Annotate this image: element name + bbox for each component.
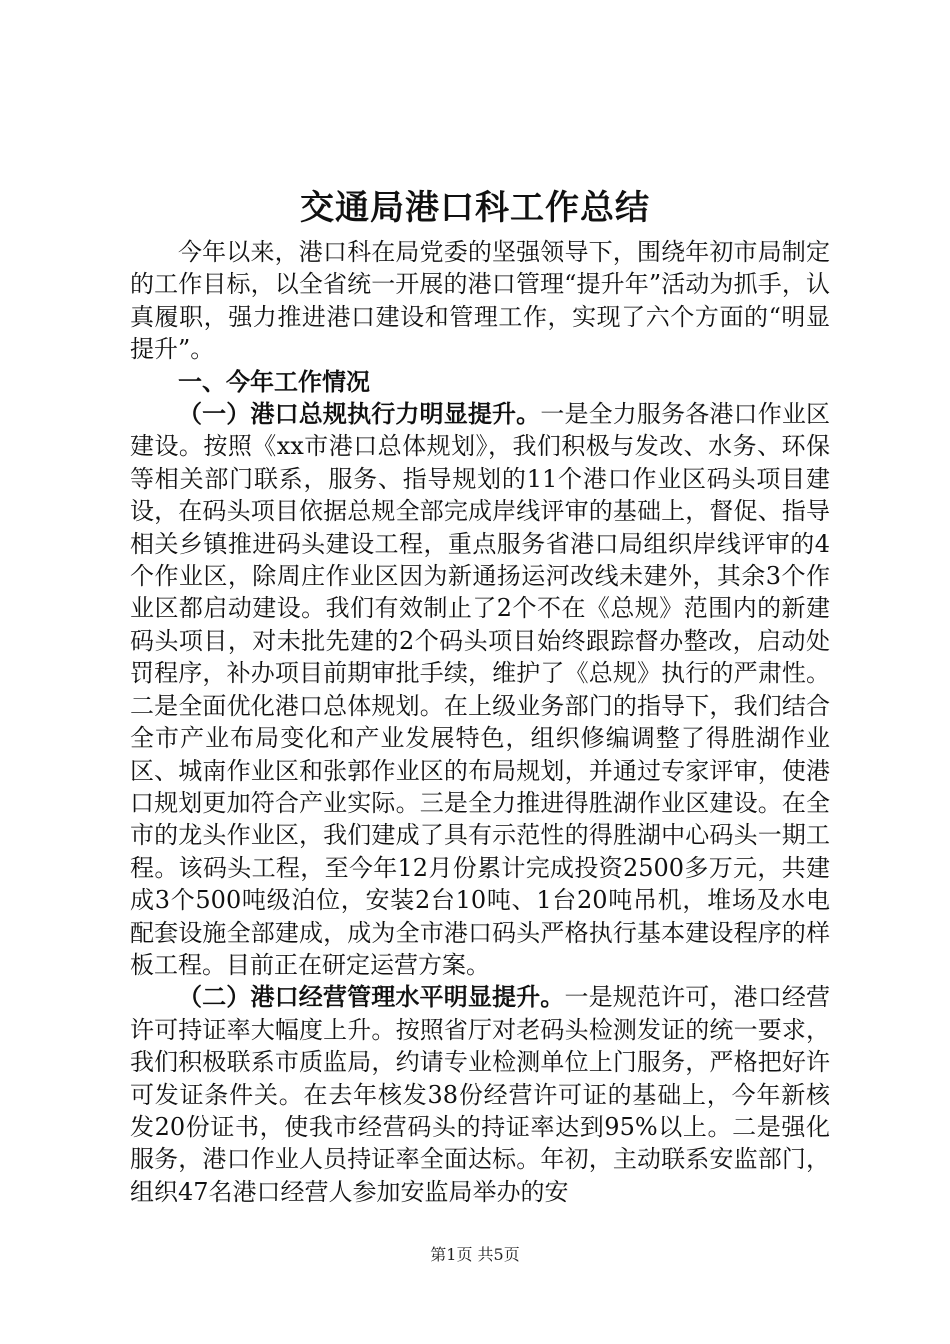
subsection-2-text: 一是规范许可，港口经营许可持证率大幅度上升。按照省厅对老码头检测发证的统一要求，我们积极联系市质监局，约请专业检测单位上门服务，严格把好许可发证条件关。在去年核发38份经营许可证的基础上，今年新核发20份证书，使我市经营码头的持证率达到95%以上。二是强化服务，港口作业人员持证率全面达标。年初，主动联系安监部门，组织47名港口经营人参加安监局举办的安 <box>130 983 831 1206</box>
intro-paragraph: 今年以来，港口科在局党委的坚强领导下，围绕年初市局制定的工作目标，以全省统一开展的港口管理“提升年”活动为抓手，认真履职，强力推进港口建设和管理工作，实现了六个方面的“明显提升”。 <box>130 238 830 364</box>
document-title: 交通局港口科工作总结 <box>300 188 650 228</box>
page-footer: 第1页 共5页 <box>430 1245 520 1264</box>
subsection-1-lead: （一）港口总规执行力明显提升。 <box>178 399 541 429</box>
section-heading: 一、今年工作情况 <box>178 366 370 396</box>
subsection-2-paragraph <box>130 981 830 1208</box>
subsection-1-text: 一是全力服务各港口作业区建设。按照《xx市港口总体规划》，我们积极与发改、水务、环保等相关部门联系，服务、指导规划的11个港口作业区码头项目建设，在码头项目依据总规全部完成岸线评审的基础上，督促、指导相关乡镇推进码头建设工程，重点服务省港口局组织岸线评审的4个作业区，除周庄作业区因为新通扬运河改线未建外，其余3个作业区都启动建设。我们有效制止了2个不在《总规》范围内的新建码头项目，对未批先建的2个码头项目始终跟踪督办整改，启动处罚程序，补办项目前期审批手续，维护了《总规》执行的严肃性。二是全面优化港口总体规划。在上级业务部门的指导下，我们结合全市产业布局变化和产业发展特色，组织修编调整了得胜湖作业区、城南作业区和张郭作业区的布局规划，并通过专家评审，使港口规划更加符合产业实际。三是全力推进得胜湖作业区建设。在全市的龙头作业区，我们建成了具有示范性的得胜湖中心码头一期工程。该码头工程，至今年12月份累计完成投资2500多万元，共建成3个500吨级泊位，安装2台10吨、1台20吨吊机，堆场及水电配套设施全部建成，成为全市港口码头严格执行基本建设程序的样板工程。目前正在研定运营方案。 <box>130 400 831 979</box>
document-body <box>130 236 830 1208</box>
subsection-1-paragraph <box>130 398 830 981</box>
subsection-2-lead: （二）港口经营管理水平明显提升。 <box>178 982 565 1012</box>
